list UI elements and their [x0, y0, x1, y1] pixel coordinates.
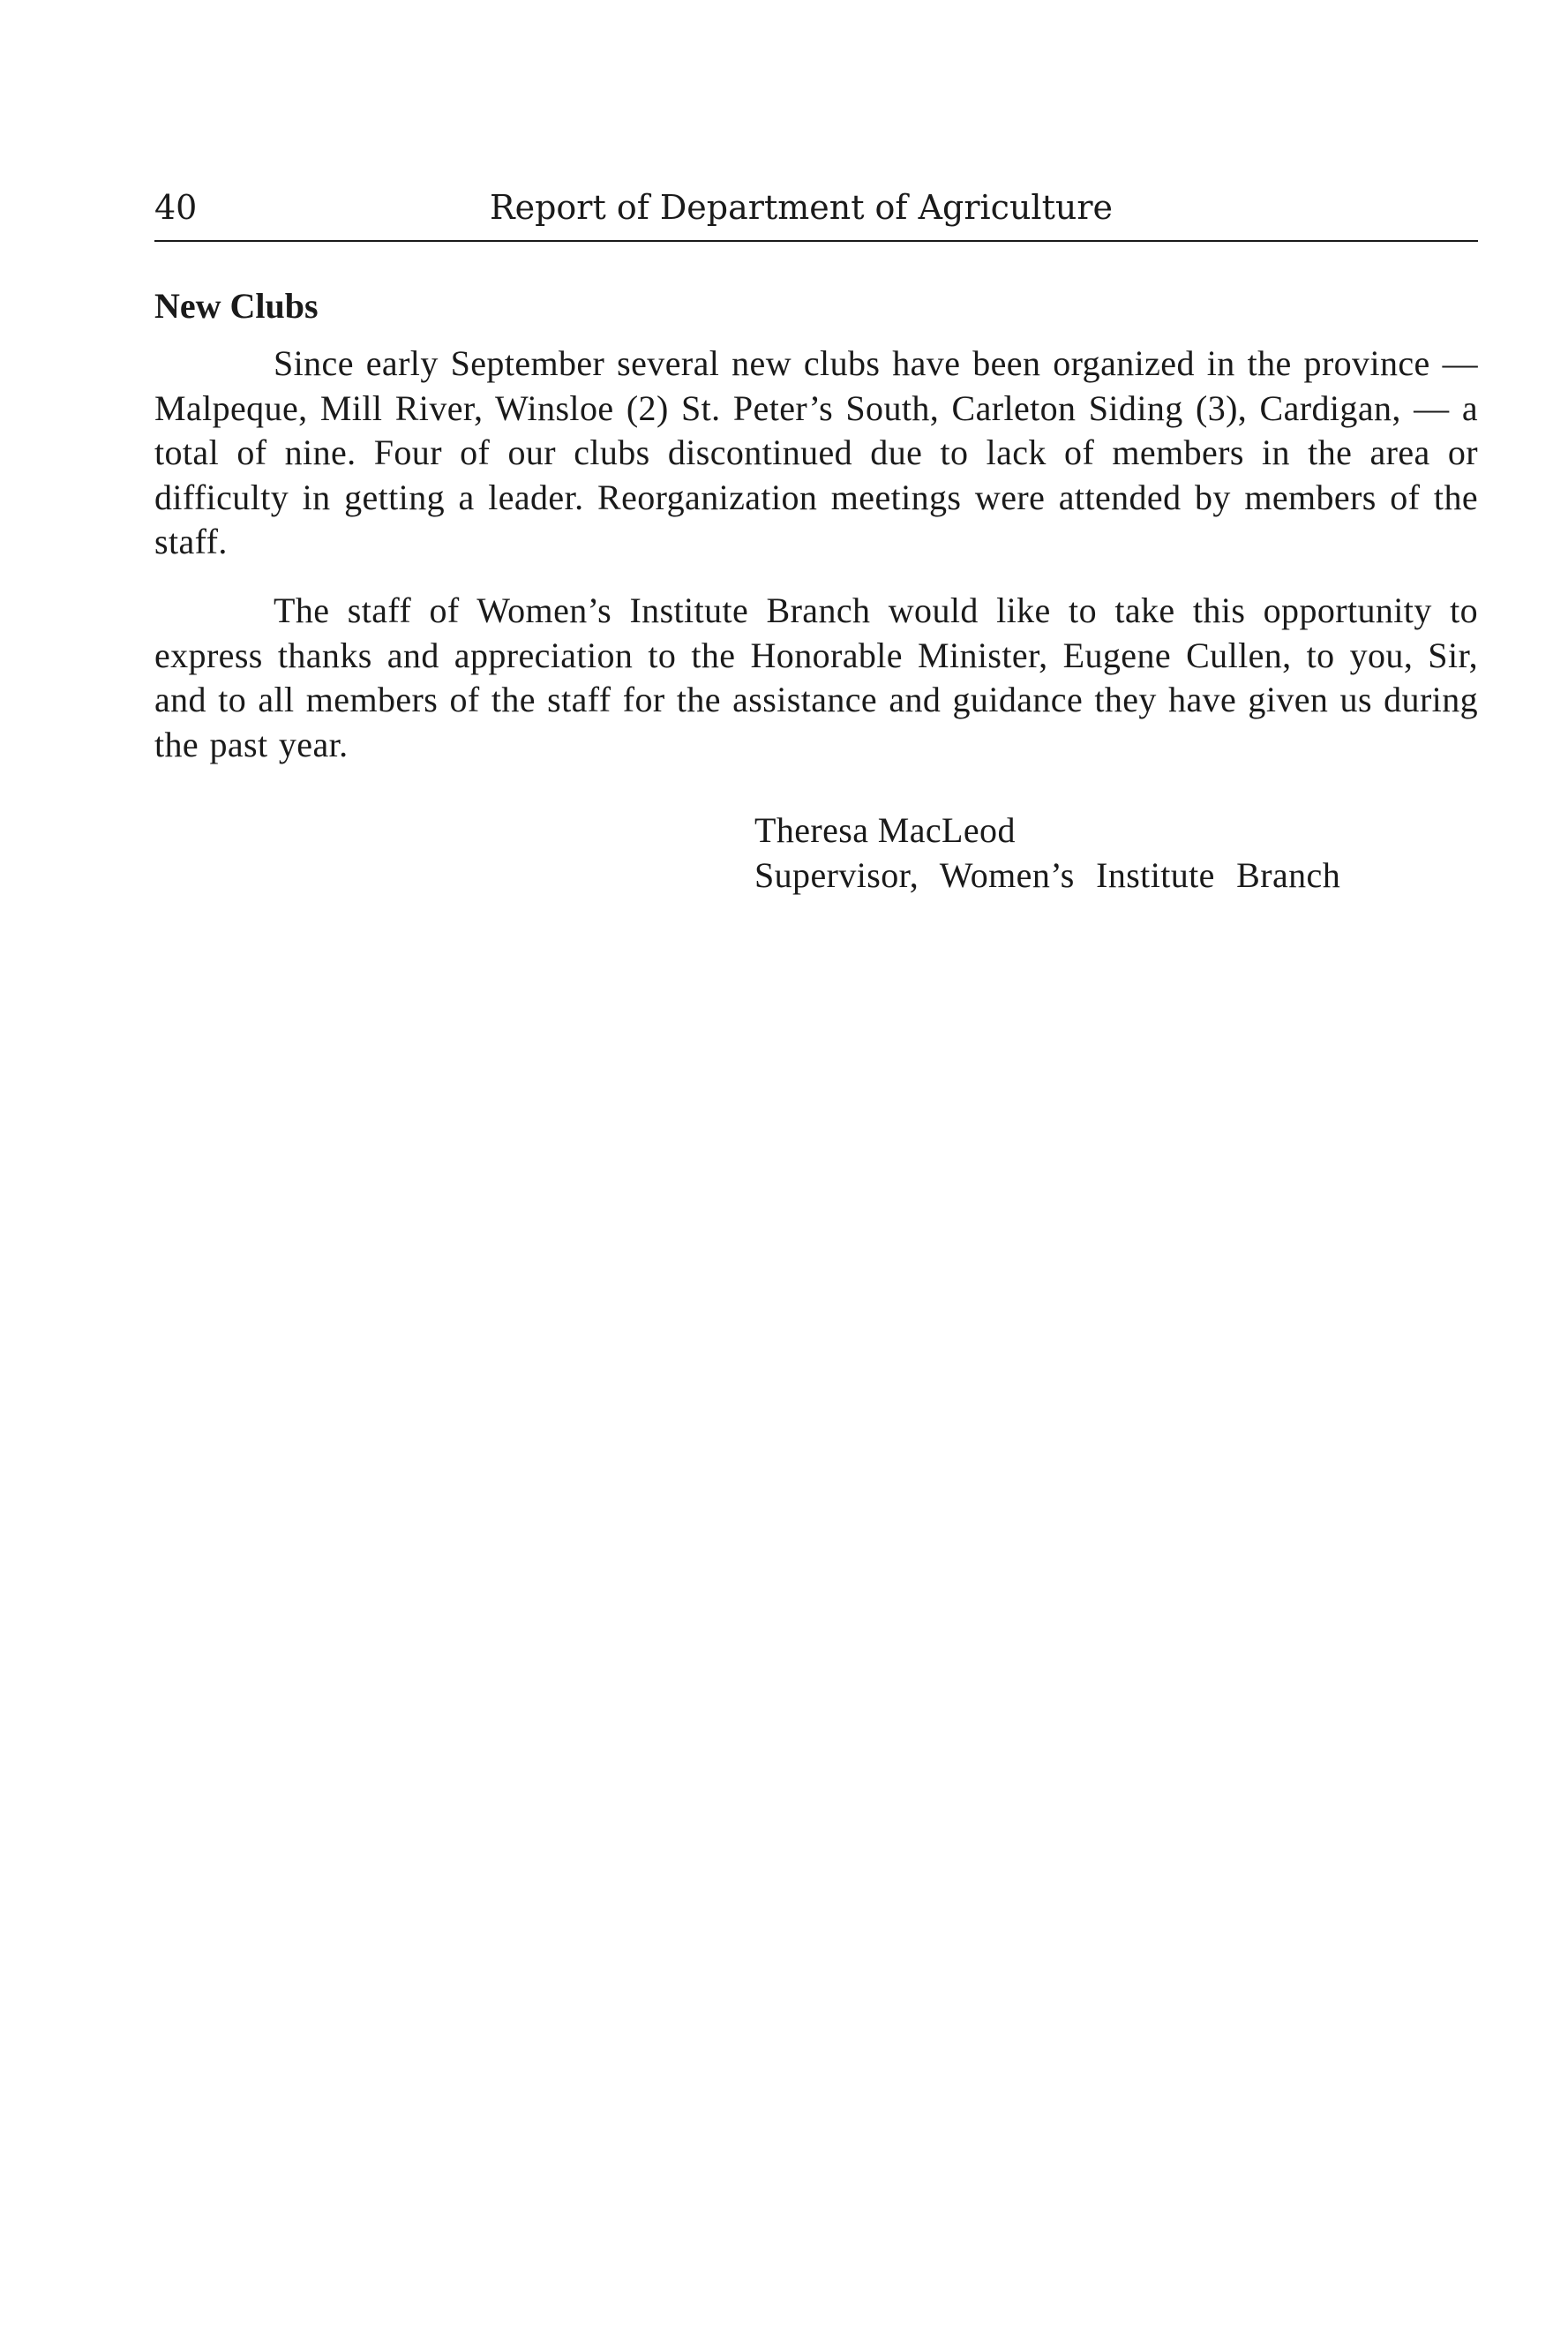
- page-number: 40: [154, 188, 198, 227]
- signature-title: Supervisor, Women’s Institute Branch: [754, 855, 1341, 895]
- running-header: [154, 181, 1478, 234]
- signature-name: Theresa MacLeod: [754, 810, 1016, 850]
- running-title: Report of Department of Agriculture: [490, 188, 1113, 227]
- signature-block: [754, 808, 1340, 898]
- header-rule: [154, 240, 1478, 242]
- paragraph-thanks: The staff of Women’s Institute Branch would like to take this opportunity to express thanks and appreciation to the Honorable Minister, Eugene Cullen, to you, Sir, and to all members of the staff for the assistance and guidance they have given us during the past year.: [154, 590, 1478, 764]
- paragraph-new-clubs: Since early September several new clubs have been organized in the province — Malpeque, Mill River, Winsloe (2) St. Peter’s South, Carleton Siding (3), Cardigan, — a total of nine. Four of our clubs discontinued due to lack of members in the area or difficulty in getting a leader. Reorganization meetings were attended by members of the staff.: [154, 343, 1478, 561]
- section-heading: New Clubs: [154, 286, 319, 326]
